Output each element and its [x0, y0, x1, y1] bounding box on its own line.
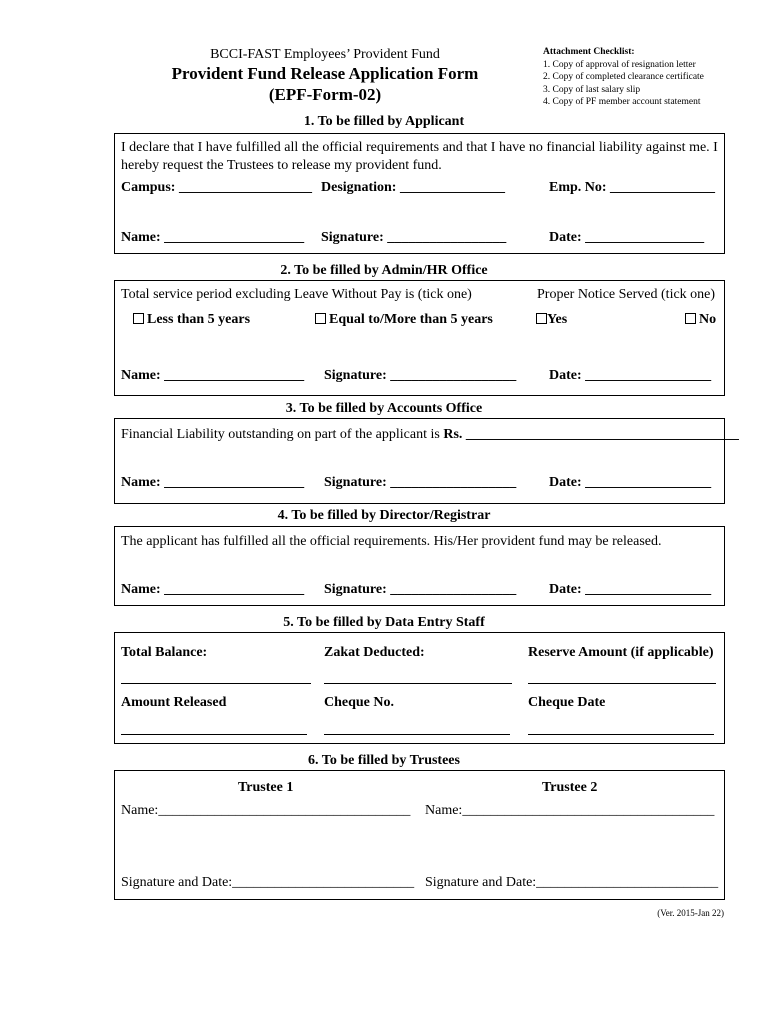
hr-date-field[interactable]: Date: __________________	[549, 368, 712, 383]
reserve-amount-line[interactable]	[528, 683, 716, 684]
campus-field[interactable]: Campus: ___________________	[121, 180, 312, 195]
trustee-1-signature-field[interactable]: Signature and Date:__________________________	[121, 875, 415, 890]
checklist-heading: Attachment Checklist:	[543, 47, 635, 57]
cheque-no-label: Cheque No.	[324, 695, 395, 710]
trustee-1-label: Trustee 1	[238, 780, 294, 795]
option-yes[interactable]: Yes	[536, 312, 567, 328]
section-4-box	[114, 526, 725, 606]
total-balance-line[interactable]	[121, 683, 311, 684]
section-5-heading: 5. To be filled by Data Entry Staff	[283, 615, 485, 630]
reserve-amount-label: Reserve Amount (if applicable)	[528, 645, 714, 660]
accounts-name-field[interactable]: Name: ____________________	[121, 475, 305, 490]
applicant-signature-field[interactable]: Signature: _________________	[321, 230, 507, 245]
trustee-2-name-field[interactable]: Name:____________________________________	[425, 803, 715, 818]
declaration-text: I declare that I have fulfilled all the official requirements and that I have no financial liability against me. I hereby request the Trustees to release my provident fund.	[121, 140, 718, 173]
section-6-box	[114, 770, 725, 900]
accounts-signature-field[interactable]: Signature: __________________	[324, 475, 517, 490]
trustee-2-label: Trustee 2	[542, 780, 598, 795]
section-5-box	[114, 632, 725, 744]
service-period-question: Total service period excluding Leave Without Pay is (tick one)	[121, 287, 472, 302]
checkbox-icon[interactable]	[133, 313, 144, 324]
checklist-item: 1. Copy of approval of resignation letter	[543, 59, 696, 70]
cheque-date-line[interactable]	[528, 734, 714, 735]
applicant-date-field[interactable]: Date: _________________	[549, 230, 705, 245]
release-statement: The applicant has fulfilled all the official requirements. His/Her provident fund may be released.	[121, 534, 662, 549]
attachment-checklist	[543, 46, 704, 109]
checklist-item: 2. Copy of completed clearance certificate	[543, 72, 704, 82]
checkbox-icon[interactable]	[685, 313, 696, 324]
cheque-no-line[interactable]	[324, 734, 510, 735]
hr-name-field[interactable]: Name: ____________________	[121, 368, 305, 383]
checklist-item: 3. Copy of last salary slip	[543, 84, 641, 95]
version-label: (Ver. 2015-Jan 22)	[657, 908, 724, 918]
amount-released-label: Amount Released	[121, 695, 227, 710]
section-1-box	[114, 133, 725, 254]
checklist-item: 4. Copy of PF member account statement	[543, 97, 701, 107]
director-name-field[interactable]: Name: ____________________	[121, 582, 305, 597]
form-title	[145, 63, 505, 105]
option-less-than-5[interactable]: Less than 5 years	[133, 312, 250, 328]
org-name: BCCI-FAST Employees’ Provident Fund	[210, 47, 440, 62]
zakat-label: Zakat Deducted:	[324, 645, 425, 660]
section-2-box	[114, 280, 725, 396]
cheque-date-label: Cheque Date	[528, 695, 606, 710]
form-code: (EPF-Form-02)	[268, 85, 382, 104]
section-3-heading: 3. To be filled by Accounts Office	[285, 401, 483, 416]
liability-line: Financial Liability outstanding on part of the applicant is Rs. _______________________________________	[121, 427, 739, 442]
director-signature-field[interactable]: Signature: __________________	[324, 582, 517, 597]
notice-question: Proper Notice Served (tick one)	[537, 287, 716, 302]
emp-no-field[interactable]: Emp. No: _______________	[549, 180, 716, 195]
total-balance-label: Total Balance:	[121, 645, 208, 660]
amount-released-line[interactable]	[121, 734, 307, 735]
zakat-line[interactable]	[324, 683, 512, 684]
section-1-heading: 1. To be filled by Applicant	[303, 114, 465, 129]
form-title-main: Provident Fund Release Application Form	[171, 64, 479, 83]
rs-field[interactable]: Rs. _______________________________________	[443, 427, 739, 442]
checkbox-icon[interactable]	[536, 313, 547, 324]
designation-field[interactable]: Designation: _______________	[321, 180, 505, 195]
option-5-or-more[interactable]: Equal to/More than 5 years	[315, 312, 493, 328]
section-4-heading: 4. To be filled by Director/Registrar	[277, 508, 491, 523]
hr-signature-field[interactable]: Signature: __________________	[324, 368, 517, 383]
director-date-field[interactable]: Date: __________________	[549, 582, 712, 597]
checkbox-icon[interactable]	[315, 313, 326, 324]
section-2-heading: 2. To be filled by Admin/HR Office	[280, 263, 488, 278]
applicant-name-field[interactable]: Name: ____________________	[121, 230, 305, 245]
option-no[interactable]: No	[685, 312, 716, 328]
section-6-heading: 6. To be filled by Trustees	[308, 753, 460, 768]
accounts-date-field[interactable]: Date: __________________	[549, 475, 712, 490]
section-3-box	[114, 418, 739, 504]
trustee-2-signature-field[interactable]: Signature and Date:__________________________	[425, 875, 719, 890]
trustee-1-name-field[interactable]: Name:____________________________________	[121, 803, 411, 818]
